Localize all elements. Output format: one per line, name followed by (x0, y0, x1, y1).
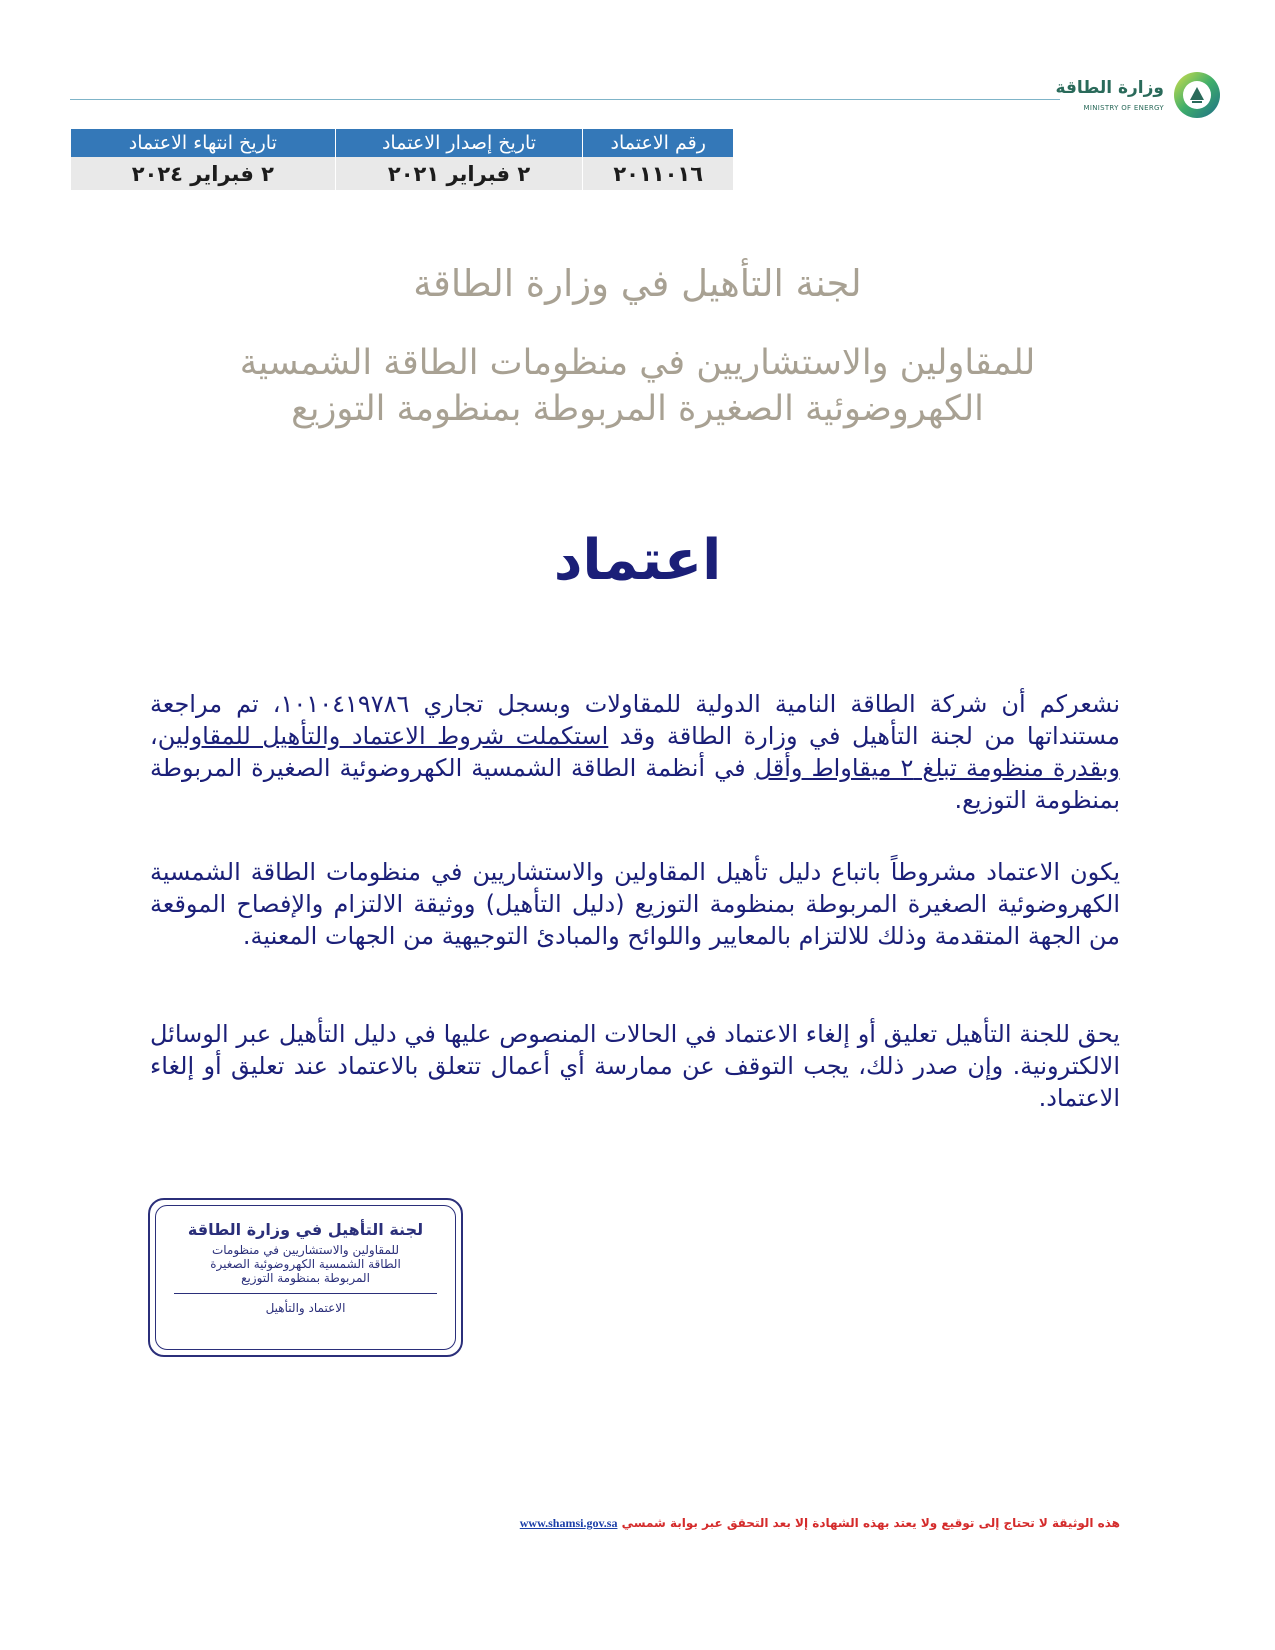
shamsi-portal-link[interactable]: www.shamsi.gov.sa (519, 1516, 618, 1530)
subtitle-line-2: الكهروضوئية الصغيرة المربوطة بمنظومة التوزيع (291, 389, 984, 429)
committee-subtitle (0, 340, 1275, 432)
committee-stamp (148, 1198, 463, 1357)
paragraph-conditions: يكون الاعتماد مشروطاً باتباع دليل تأهيل المقاولين والاستشاريين في منظومات الطاقة الشمسية الكهروضوئية الصغيرة المربوطة بمنظومة التوزيع (دليل التأهيل) ووثيقة الالتزام والإفصاح الموقعة من الجهة المتقدمة وذلك للالتزام بالمعايير واللوائح والمبادئ التوجيهية من الجهات المعنية. (150, 858, 1120, 950)
stamp-line-1: للمقاولين والاستشاريين في منظومات (211, 1243, 400, 1257)
stamp-footer: الاعتماد والتأهيل (265, 1301, 346, 1315)
logo-name-english: MINISTRY OF ENERGY (1083, 104, 1164, 112)
p1-text-b: ، (150, 722, 158, 750)
paragraph-approval (150, 688, 1120, 816)
stamp-inner-frame (155, 1205, 456, 1350)
header-issue-date: تاريخ إصدار الاعتماد (335, 129, 583, 157)
header-divider (70, 99, 1060, 100)
p1-underlined-conditions: استكملت شروط الاعتماد والتأهيل للمقاولين (157, 722, 609, 750)
expiry-date-value: ٢ فبراير ٢٠٢٤ (71, 157, 336, 190)
issue-date-value: ٢ فبراير ٢٠٢١ (335, 157, 583, 190)
ministry-emblem-icon (1172, 70, 1222, 120)
stamp-body (156, 1243, 455, 1285)
cert-number-value: ٢٠١١٠١٦ (583, 157, 733, 190)
stamp-divider (174, 1293, 437, 1294)
logo-name-arabic: وزارة الطاقة (1055, 78, 1164, 98)
p1-underlined-capacity: وبقدرة منظومة تبلغ ٢ ميقاواط وأقل (754, 754, 1121, 782)
ministry-logo (1055, 66, 1222, 136)
document-heading: اعتماد (553, 528, 722, 593)
footer-text: هذه الوثيقة لا تحتاج إلى توقيع ولا يعتد بهذه الشهادة إلا بعد التحقق عبر بوابة شمسي (617, 1516, 1120, 1530)
subtitle-line-1: للمقاولين والاستشاريين في منظومات الطاقة الشمسية (239, 343, 1036, 383)
header-expiry-date: تاريخ انتهاء الاعتماد (71, 129, 336, 157)
certificate-info-table (70, 129, 733, 190)
stamp-line-3: المربوطة بمنظومة التوزيع (241, 1271, 370, 1285)
committee-title: لجنة التأهيل في وزارة الطاقة (413, 262, 862, 305)
stamp-title: لجنة التأهيل في وزارة الطاقة (187, 1220, 424, 1239)
stamp-line-2: الطاقة الشمسية الكهروضوئية الصغيرة (210, 1257, 401, 1271)
header-cert-number: رقم الاعتماد (583, 129, 733, 157)
verification-footer (420, 1516, 1120, 1531)
p1-text-a: نشعركم أن شركة الطاقة النامية الدولية للمقاولات وبسجل تجاري ١٠١٠٤١٩٧٨٦، تم مراجعة مستنداتها من لجنة التأهيل في وزارة الطاقة وقد (150, 690, 1121, 750)
p1-text-c: في أنظمة الطاقة الشمسية الكهروضوئية الصغيرة المربوطة بمنظومة التوزيع. (150, 754, 1120, 814)
paragraph-suspension: يحق للجنة التأهيل تعليق أو إلغاء الاعتماد في الحالات المنصوص عليها في دليل التأهيل عبر الوسائل الالكترونية. وإن صدر ذلك، يجب التوقف عن ممارسة أي أعمال تتعلق بالاعتماد عند تعليق أو إلغاء الاعتماد. (150, 1020, 1120, 1112)
